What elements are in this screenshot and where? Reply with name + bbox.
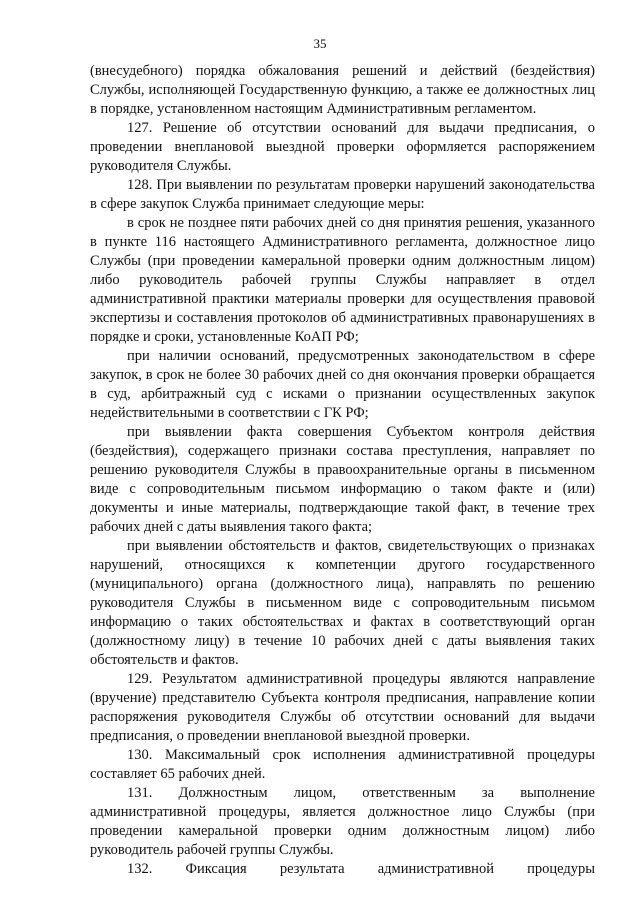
paragraph-129: 129. Результатом административной процедуры являются направление (вручение) представителю Субъекта контроля предписания, направление копии распоряжения руководителя Службы об отсутствии оснований для выдачи предписания, о проведении внеплановой выездной проверки. [90, 671, 595, 744]
page-number: 35 [313, 36, 327, 51]
paragraph-132: 132. Фиксация результата административной процедуры [127, 861, 595, 877]
measure-item-4: при выявлении обстоятельств и фактов, свидетельствующих о признаках нарушений, относящихся к компетенции другого государственного (муниципального) органа (должностного лица), направлять по решению руководителя Службы в письменном виде с сопроводительным письмом информацию о таких обстоятельствах и фактах в соответствующий орган (должностному лицу) в течение 10 рабочих дней с даты выявления таких обстоятельств и фактов. [90, 538, 595, 668]
paragraph-continuation: (внесудебного) порядка обжалования решений и действий (бездействия) Службы, исполняющей Государственную функцию, а также ее должностных лиц в порядке, установленном настоящим Административным регламентом. [90, 63, 595, 117]
document-body [90, 62, 595, 879]
paragraph-131: 131. Должностным лицом, ответственным за выполнение административной процедуры, является должностное лицо Службы (при проведении камеральной проверки одним должностным лицом) либо руководитель рабочей группы Службы. [90, 785, 595, 858]
measure-item-2: при наличии оснований, предусмотренных законодательством в сфере закупок, в срок не более 30 рабочих дней со дня окончания проверки обращается в суд, арбитражный суд с исками о признании осуществленных закупок недействительными в соответствии с ГК РФ; [90, 348, 595, 421]
paragraph-128: 128. При выявлении по результатам проверки нарушений законодательства в сфере закупок Служба принимает следующие меры: [90, 177, 595, 212]
measure-item-1: в срок не позднее пяти рабочих дней со дня принятия решения, указанного в пункте 116 настоящего Административного регламента, должностное лицо Службы (при проведении камеральной проверки одним должностным лицом) либо руководитель рабочей группы Службы направляет в отдел административной практики материалы проверки для осуществления правовой экспертизы и составления протоколов об административных правонарушениях в порядке и сроки, установленные КоАП РФ; [90, 215, 595, 345]
paragraph-127: 127. Решение об отсутствии оснований для выдачи предписания, о проведении внеплановой выездной проверки оформляется распоряжением руководителя Службы. [90, 120, 595, 174]
paragraph-130: 130. Максимальный срок исполнения административной процедуры составляет 65 рабочих дней. [90, 747, 595, 782]
measure-item-3: при выявлении факта совершения Субъектом контроля действия (бездействия), содержащего признаки состава преступления, направляет по решению руководителя Службы в правоохранительные органы в письменном виде с сопроводительным письмом информацию о таком факте и (или) документы и иные материалы, подтверждающие такой факт, в течение трех рабочих дней с даты выявления такого факта; [90, 424, 595, 535]
